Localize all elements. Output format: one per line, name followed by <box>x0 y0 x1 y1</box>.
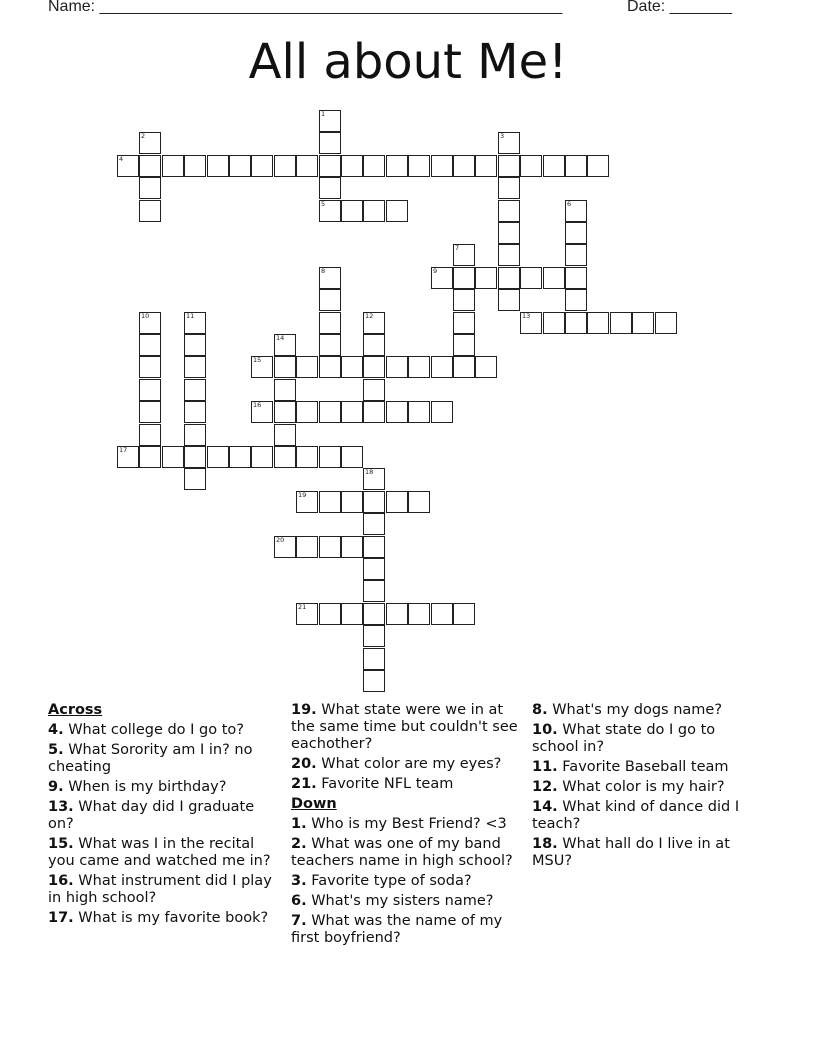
grid-cell[interactable] <box>319 356 341 378</box>
grid-cell[interactable] <box>341 446 363 468</box>
grid-cell[interactable] <box>274 155 296 177</box>
across-heading: Across <box>48 702 103 718</box>
grid-cell[interactable] <box>274 424 296 446</box>
down-heading: Down <box>291 796 337 812</box>
grid-cell[interactable] <box>341 155 363 177</box>
grid-cell[interactable] <box>251 446 273 468</box>
grid-cell[interactable] <box>363 670 385 692</box>
grid-cell[interactable] <box>565 155 587 177</box>
grid-cell[interactable] <box>363 401 385 423</box>
clue-down-7: 7. What was the name of my first boyfriend? <box>291 913 503 946</box>
grid-cell[interactable] <box>296 401 318 423</box>
clue-down-3: 3. Favorite type of soda? <box>291 873 472 889</box>
grid-cell[interactable] <box>296 603 318 625</box>
grid-cell[interactable] <box>431 155 453 177</box>
grid-cell[interactable] <box>498 132 520 154</box>
clue-across-21: 21. Favorite NFL team <box>291 776 454 792</box>
grid-cell[interactable] <box>475 356 497 378</box>
grid-cell[interactable] <box>587 312 609 334</box>
grid-cell[interactable] <box>587 155 609 177</box>
grid-cell[interactable] <box>520 312 542 334</box>
grid-cell[interactable] <box>319 200 341 222</box>
grid-cell[interactable] <box>363 491 385 513</box>
grid-cell[interactable] <box>363 625 385 647</box>
grid-cell[interactable] <box>319 536 341 558</box>
grid-cell[interactable] <box>296 536 318 558</box>
grid-cell[interactable] <box>453 312 475 334</box>
grid-cell[interactable] <box>543 267 565 289</box>
grid-cell[interactable] <box>319 177 341 199</box>
grid-cell[interactable] <box>319 603 341 625</box>
grid-cell[interactable] <box>139 446 161 468</box>
grid-cell[interactable] <box>565 312 587 334</box>
grid-cell[interactable] <box>274 334 296 356</box>
grid-cell[interactable] <box>139 155 161 177</box>
clue-down-6: 6. What's my sisters name? <box>291 893 494 909</box>
grid-cell[interactable] <box>296 356 318 378</box>
grid-cell[interactable] <box>139 401 161 423</box>
grid-cell[interactable] <box>565 200 587 222</box>
clue-number: 1 <box>321 110 326 118</box>
clue-number: 8 <box>321 267 326 275</box>
grid-cell[interactable] <box>363 200 385 222</box>
grid-cell[interactable] <box>363 356 385 378</box>
grid-cell[interactable] <box>139 424 161 446</box>
clue-number: 6 <box>567 200 572 208</box>
grid-cell[interactable] <box>229 155 251 177</box>
grid-cell[interactable] <box>363 558 385 580</box>
grid-cell[interactable] <box>498 289 520 311</box>
clue-number: 21 <box>298 603 307 611</box>
grid-cell[interactable] <box>117 155 139 177</box>
clue-across-5: 5. What Sorority am I in? no cheating <box>48 742 253 775</box>
page-title: All about Me! <box>248 34 568 90</box>
grid-cell[interactable] <box>139 177 161 199</box>
grid-cell[interactable] <box>363 603 385 625</box>
clue-across-17: 17. What is my favorite book? <box>48 910 269 926</box>
grid-cell[interactable] <box>319 289 341 311</box>
grid-cell[interactable] <box>408 491 430 513</box>
grid-cell[interactable] <box>274 536 296 558</box>
grid-cell[interactable] <box>520 155 542 177</box>
clue-down-18: 18. What hall do I live in at MSU? <box>532 836 730 869</box>
grid-cell[interactable] <box>296 155 318 177</box>
clue-down-14: 14. What kind of dance did I teach? <box>532 799 740 832</box>
clue-number: 3 <box>500 132 505 140</box>
grid-cell[interactable] <box>184 334 206 356</box>
clue-number: 19 <box>298 491 307 499</box>
clue-across-20: 20. What color are my eyes? <box>291 756 502 772</box>
grid-cell[interactable] <box>184 155 206 177</box>
grid-cell[interactable] <box>565 289 587 311</box>
grid-cell[interactable] <box>341 401 363 423</box>
grid-cell[interactable] <box>184 356 206 378</box>
grid-cell[interactable] <box>363 379 385 401</box>
grid-cell[interactable] <box>319 334 341 356</box>
grid-cell[interactable] <box>498 200 520 222</box>
clue-number: 9 <box>433 267 438 275</box>
grid-cell[interactable] <box>453 289 475 311</box>
clue-down-1: 1. Who is my Best Friend? <3 <box>291 816 507 832</box>
grid-cell[interactable] <box>363 334 385 356</box>
clue-across-19: 19. What state were we in at the same time but couldn't see eachother? <box>291 702 518 752</box>
grid-cell[interactable] <box>498 155 520 177</box>
grid-cell[interactable] <box>431 356 453 378</box>
grid-cell[interactable] <box>319 110 341 132</box>
clue-number: 10 <box>141 312 150 320</box>
grid-cell[interactable] <box>184 401 206 423</box>
grid-cell[interactable] <box>498 267 520 289</box>
grid-cell[interactable] <box>139 379 161 401</box>
clue-number: 16 <box>253 401 262 409</box>
grid-cell[interactable] <box>139 334 161 356</box>
grid-cell[interactable] <box>319 267 341 289</box>
clue-number: 14 <box>276 334 285 342</box>
grid-cell[interactable] <box>296 446 318 468</box>
grid-cell[interactable] <box>319 446 341 468</box>
grid-cell[interactable] <box>655 312 677 334</box>
grid-cell[interactable] <box>386 155 408 177</box>
clues-column-2 <box>291 702 527 950</box>
grid-cell[interactable] <box>363 536 385 558</box>
grid-cell[interactable] <box>453 155 475 177</box>
grid-cell[interactable] <box>543 155 565 177</box>
clue-number: 2 <box>141 132 146 140</box>
grid-cell[interactable] <box>363 155 385 177</box>
grid-cell[interactable] <box>498 177 520 199</box>
clue-number: 7 <box>455 244 460 252</box>
grid-cell[interactable] <box>453 603 475 625</box>
grid-cell[interactable] <box>386 200 408 222</box>
name-label: Name: <box>48 0 96 15</box>
grid-cell[interactable] <box>386 603 408 625</box>
grid-cell[interactable] <box>565 222 587 244</box>
grid-cell[interactable] <box>341 200 363 222</box>
grid-cell[interactable] <box>453 334 475 356</box>
clues-column-1 <box>48 702 280 930</box>
clue-down-12: 12. What color is my hair? <box>532 779 725 795</box>
grid-cell[interactable] <box>341 356 363 378</box>
grid-cell[interactable] <box>274 379 296 401</box>
grid-cell[interactable] <box>610 312 632 334</box>
name-blank[interactable]: ____________________________________________________ <box>99 0 563 15</box>
grid-cell[interactable] <box>408 356 430 378</box>
grid-cell[interactable] <box>162 155 184 177</box>
grid-cell[interactable] <box>408 603 430 625</box>
grid-cell[interactable] <box>319 132 341 154</box>
grid-cell[interactable] <box>139 132 161 154</box>
grid-cell[interactable] <box>386 401 408 423</box>
grid-cell[interactable] <box>453 356 475 378</box>
clue-number: 17 <box>119 446 128 454</box>
grid-cell[interactable] <box>251 356 273 378</box>
grid-cell[interactable] <box>341 491 363 513</box>
clue-across-4: 4. What college do I go to? <box>48 722 244 738</box>
date-label: Date: <box>627 0 666 15</box>
grid-cell[interactable] <box>341 536 363 558</box>
grid-cell[interactable] <box>431 267 453 289</box>
grid-cell[interactable] <box>386 356 408 378</box>
grid-cell[interactable] <box>229 446 251 468</box>
clue-number: 20 <box>276 536 285 544</box>
grid-cell[interactable] <box>184 424 206 446</box>
clue-down-2: 2. What was one of my band teachers name in high school? <box>291 836 513 869</box>
clue-number: 13 <box>522 312 531 320</box>
grid-cell[interactable] <box>475 267 497 289</box>
grid-cell[interactable] <box>363 312 385 334</box>
grid-cell[interactable] <box>296 491 318 513</box>
clue-across-9: 9. When is my birthday? <box>48 779 227 795</box>
grid-cell[interactable] <box>319 401 341 423</box>
grid-cell[interactable] <box>408 155 430 177</box>
grid-cell[interactable] <box>498 222 520 244</box>
clue-across-13: 13. What day did I graduate on? <box>48 799 255 832</box>
grid-cell[interactable] <box>498 244 520 266</box>
grid-cell[interactable] <box>251 155 273 177</box>
grid-cell[interactable] <box>431 401 453 423</box>
grid-cell[interactable] <box>139 200 161 222</box>
grid-cell[interactable] <box>386 491 408 513</box>
grid-cell[interactable] <box>274 401 296 423</box>
grid-cell[interactable] <box>363 468 385 490</box>
clue-number: 12 <box>365 312 374 320</box>
grid-cell[interactable] <box>431 603 453 625</box>
grid-cell[interactable] <box>453 244 475 266</box>
grid-cell[interactable] <box>184 379 206 401</box>
grid-cell[interactable] <box>139 312 161 334</box>
clue-down-8: 8. What's my dogs name? <box>532 702 723 718</box>
clue-number: 18 <box>365 468 374 476</box>
clue-number: 11 <box>186 312 195 320</box>
grid-cell[interactable] <box>139 356 161 378</box>
grid-cell[interactable] <box>363 580 385 602</box>
clue-number: 4 <box>119 155 124 163</box>
grid-cell[interactable] <box>162 446 184 468</box>
grid-cell[interactable] <box>117 446 139 468</box>
grid-cell[interactable] <box>565 244 587 266</box>
grid-cell[interactable] <box>207 446 229 468</box>
grid-cell[interactable] <box>363 648 385 670</box>
grid-cell[interactable] <box>341 603 363 625</box>
grid-cell[interactable] <box>408 401 430 423</box>
grid-cell[interactable] <box>274 356 296 378</box>
clue-down-11: 11. Favorite Baseball team <box>532 759 729 775</box>
grid-cell[interactable] <box>184 468 206 490</box>
grid-cell[interactable] <box>319 491 341 513</box>
date-blank[interactable]: _______ <box>669 0 732 15</box>
grid-cell[interactable] <box>475 155 497 177</box>
grid-cell[interactable] <box>363 513 385 535</box>
grid-cell[interactable] <box>319 155 341 177</box>
clue-across-15: 15. What was I in the recital you came and watched me in? <box>48 836 271 869</box>
grid-cell[interactable] <box>184 312 206 334</box>
grid-cell[interactable] <box>184 446 206 468</box>
grid-cell[interactable] <box>251 401 273 423</box>
grid-cell[interactable] <box>319 312 341 334</box>
clue-number: 15 <box>253 356 262 364</box>
grid-cell[interactable] <box>207 155 229 177</box>
clue-across-16: 16. What instrument did I play in high school? <box>48 873 272 906</box>
grid-cell[interactable] <box>520 267 542 289</box>
grid-cell[interactable] <box>565 267 587 289</box>
grid-cell[interactable] <box>543 312 565 334</box>
grid-cell[interactable] <box>453 267 475 289</box>
clues-column-3 <box>532 702 764 873</box>
grid-cell[interactable] <box>274 446 296 468</box>
grid-cell[interactable] <box>632 312 654 334</box>
clue-number: 5 <box>321 200 326 208</box>
clue-down-10: 10. What state do I go to school in? <box>532 722 716 755</box>
